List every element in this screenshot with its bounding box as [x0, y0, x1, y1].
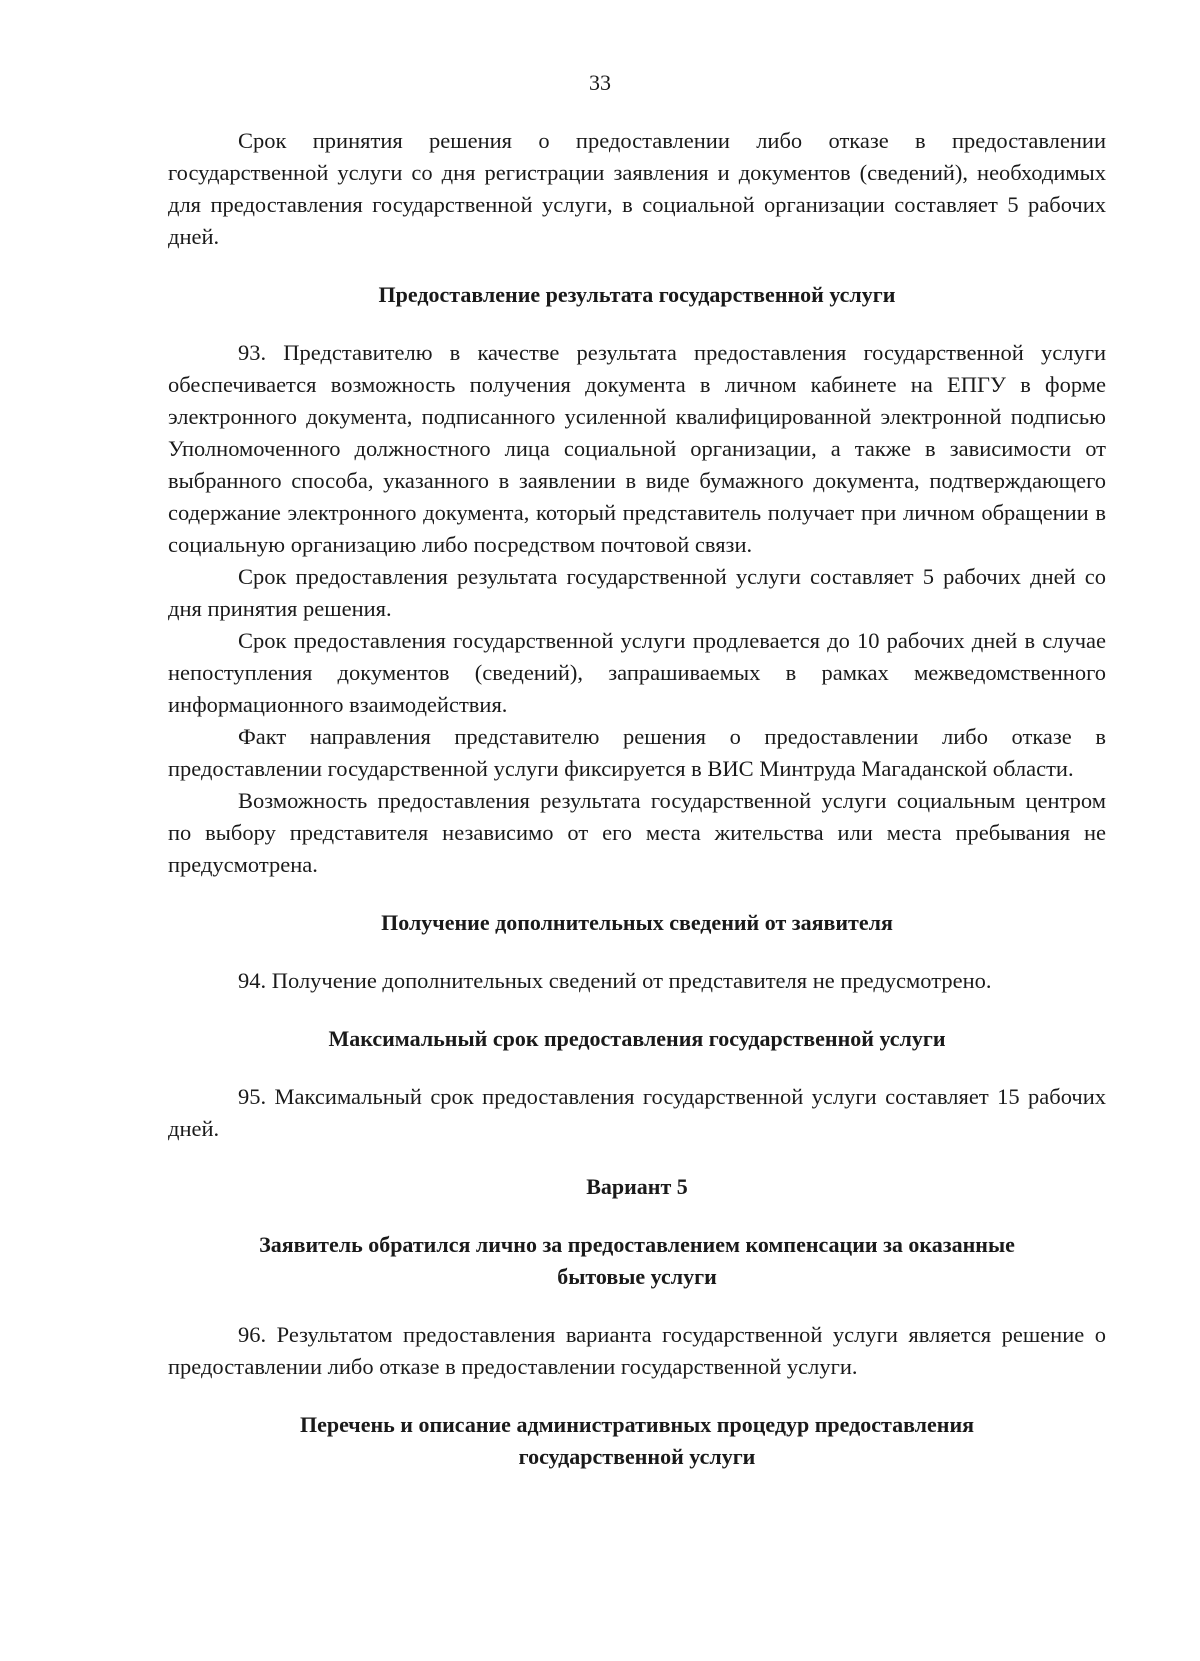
heading-result-provision: Предоставление результата государственной услуги: [378, 282, 896, 307]
paragraph-result-term: Срок предоставления результата государственной услуги составляет 5 рабочих дней со дня принятия решения.: [168, 564, 1106, 621]
heading-max-term: Максимальный срок предоставления государственной услуги: [328, 1026, 946, 1051]
paragraph-93: 93. Представителю в качестве результата предоставления государственной услуги обеспечивается возможность получения документа в личном кабинете на ЕПГУ в форме электронного документа, подписанного усиленной квалифицированной электронной подписью Уполномоченного должностного лица социальной организации, а также в зависимости от выбранного способа, указанного в заявлении в виде бумажного документа, подтверждающего содержание электронного документа, который представитель получает при личном обращении в социальную организацию либо посредством почтовой связи.: [168, 340, 1106, 557]
heading-additional-info: Получение дополнительных сведений от заявителя: [381, 910, 893, 935]
heading-applicant-compensation: Заявитель обратился лично за предоставлением компенсации за оказанные бытовые услуги: [259, 1232, 1015, 1289]
heading-variant-5: Вариант 5: [586, 1174, 688, 1199]
paragraph-94: 94. Получение дополнительных сведений от представителя не предусмотрено.: [238, 968, 992, 993]
paragraph-95: 95. Максимальный срок предоставления государственной услуги составляет 15 рабочих дней.: [168, 1084, 1106, 1141]
paragraph-extension: Срок предоставления государственной услуги продлевается до 10 рабочих дней в случае непоступления документов (сведений), запрашиваемых в рамках межведомственного информационного взаимодействия.: [168, 628, 1106, 717]
document-body: [168, 125, 1106, 1473]
paragraph-96: 96. Результатом предоставления варианта государственной услуги является решение о предоставлении либо отказе в предоставлении государственной услуги.: [168, 1322, 1106, 1379]
paragraph-extraterritorial: Возможность предоставления результата государственной услуги социальным центром по выбору представителя независимо от его места жительства или места пребывания не предусмотрена.: [168, 788, 1106, 877]
page-number: 33: [589, 70, 611, 95]
heading-procedures-list: Перечень и описание административных процедур предоставления государственной услуги: [299, 1412, 975, 1469]
paragraph-decision-term: Срок принятия решения о предоставлении либо отказе в предоставлении государственной услуги со дня регистрации заявления и документов (сведений), необходимых для предоставления государственной услуги, в социальной организации составляет 5 рабочих дней.: [168, 128, 1106, 249]
paragraph-fact-fixation: Факт направления представителю решения о предоставлении либо отказе в предоставлении государственной услуги фиксируется в ВИС Минтруда Магаданской области.: [168, 724, 1106, 781]
